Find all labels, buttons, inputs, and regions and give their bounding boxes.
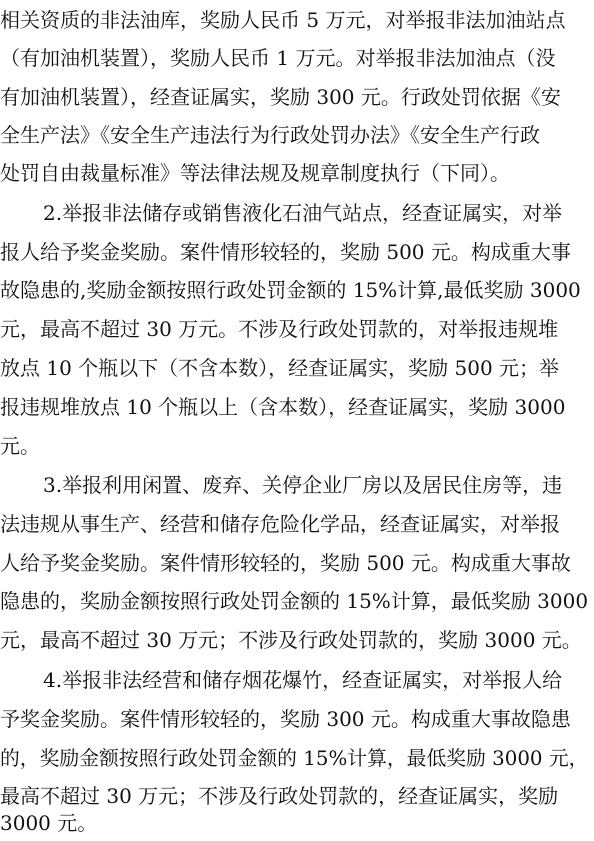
text-line-content: 元。 [0,434,40,458]
text-line [43,195,594,231]
text-line-content: 2.举报非法储存或销售液化石油气站点，经查证属实，对举 [43,201,563,225]
text-line-content: 3000 元。 [0,811,98,835]
text-line [0,79,594,115]
text-line-content: 有加油机装置），经查证属实，奖励 300 元。行政处罚依据《安 [0,85,561,109]
text-line [0,701,594,737]
text-line [0,272,594,308]
text-line [0,805,594,841]
text-line-content: 相关资质的非法油库，奖励人民币 5 万元，对举报非法加油站点 [0,8,566,32]
text-line-content: 全生产法》《安全生产违法行为行政处罚办法》《安全生产行政 [0,123,540,147]
text-line-content: 处罚自由裁量标准》等法律法规及规章制度执行（下同）。 [0,161,510,185]
text-line [0,350,594,386]
text-line [0,234,594,270]
text-line-content: 予奖金奖励。案件情形较轻的，奖励 300 元。构成重大事故隐患 [0,707,571,731]
text-line-content: 最高不超过 30 万元；不涉及行政处罚款的，经查证属实，奖励 [0,784,559,808]
text-line [43,662,594,698]
text-line-content: 放点 10 个瓶以下（不含本数），经查证属实，奖励 500 元；举 [0,356,560,380]
text-line [0,428,594,464]
text-line-content: 3.举报利用闲置、废弃、关停企业厂房以及居民住房等，违 [43,473,563,497]
text-line [0,2,594,38]
text-line [0,740,594,776]
text-line [0,117,594,153]
text-line-content: 报违规堆放点 10 个瓶以上（含本数），经查证属实，奖励 3000 [0,395,566,419]
text-line [0,506,594,542]
text-line [0,583,594,619]
text-line-content: 隐患的，奖励金额按照行政处罚金额的 15%计算，最低奖励 3000 [0,589,589,613]
text-line-content: （有加油机装置），奖励人民币 1 万元。对举报非法加油点（没 [0,46,556,70]
text-line-content: 故隐患的,奖励金额按照行政处罚金额的 15%计算,最低奖励 3000 [0,278,581,302]
text-line [0,311,594,347]
text-line [0,155,594,191]
text-line [0,622,594,658]
text-line-content: 元，最高不超过 30 万元。不涉及行政处罚款的，对举报违规堆 [0,317,559,341]
text-line [0,545,594,581]
text-line [43,467,594,503]
text-line-content: 4.举报非法经营和储存烟花爆竹，经查证属实，对举报人给 [43,668,563,692]
text-line-content: 元，最高不超过 30 万元；不涉及行政处罚款的，奖励 3000 元。 [0,628,582,652]
text-line-content: 的，奖励金额按照行政处罚金额的 15%计算，最低奖励 3000 元， [0,746,589,770]
text-line-content: 法违规从事生产、经营和储存危险化学品，经查证属实，对举报 [0,512,560,536]
text-line-content: 人给予奖金奖励。案件情形较轻的，奖励 500 元。构成重大事故 [0,551,571,575]
text-line-content: 报人给予奖金奖励。案件情形较轻的，奖励 500 元。构成重大事 [0,240,571,264]
text-line [0,389,594,425]
text-line [0,40,594,76]
